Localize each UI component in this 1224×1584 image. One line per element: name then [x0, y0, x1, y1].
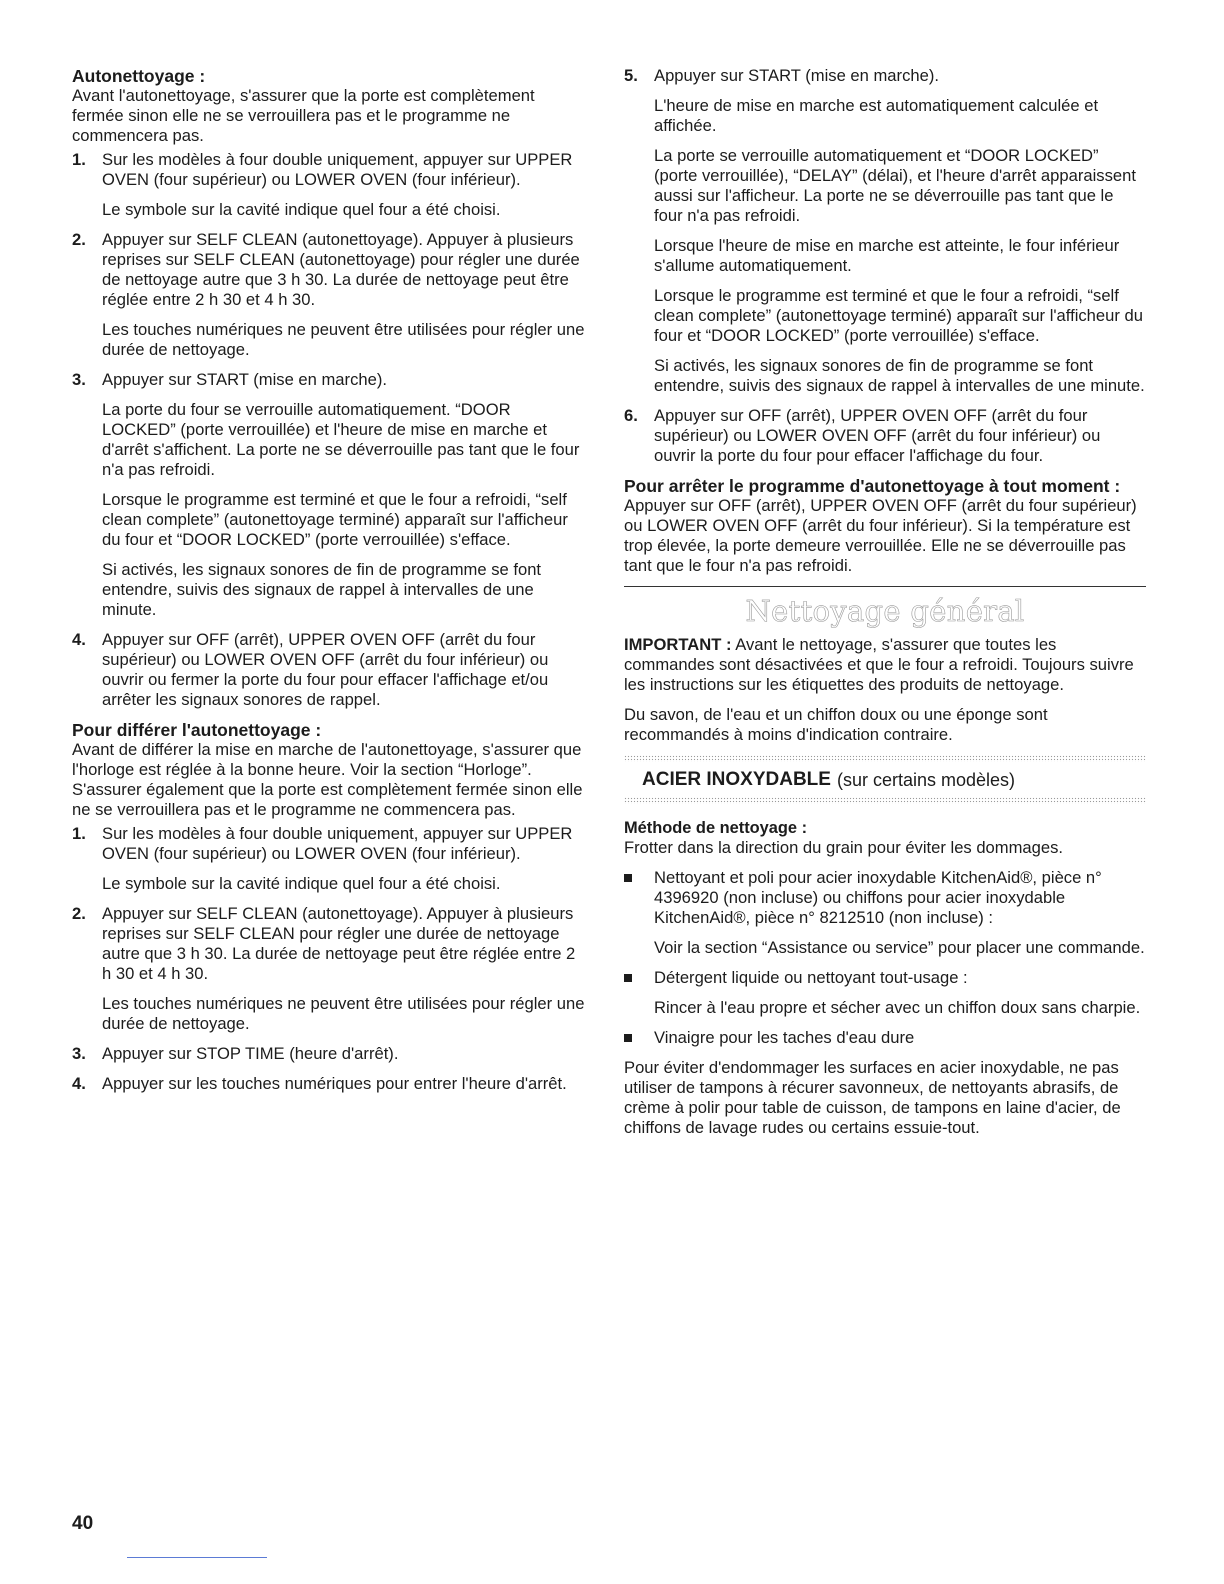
item-subtext: Lorsque l'heure de mise en marche est atteinte, le four inférieur s'allume automatiquement.	[654, 236, 1120, 275]
bullet-item	[624, 968, 1146, 1018]
item-subtext: Lorsque le programme est terminé et que le four a refroidi, “self clean complete” (autonettoyage terminé) apparaît sur l'afficheur du four et “DOOR LOCKED” (porte verrouillée) s'efface.	[102, 490, 568, 549]
step-number: 1.	[72, 150, 86, 169]
step-item	[72, 230, 588, 360]
section-divider	[624, 586, 1146, 587]
item-subtext: Si activés, les signaux sonores de fin de programme se font entendre, suivis des signaux de rappel à intervalles de une minute.	[654, 356, 1145, 395]
step-item	[72, 1074, 588, 1094]
step-item	[624, 406, 1146, 466]
item-subtext: Lorsque le programme est terminé et que le four a refroidi, “self clean complete” (autonettoyage terminé) apparaît sur l'afficheur du four et “DOOR LOCKED” (porte verrouillée) s'efface.	[654, 286, 1143, 345]
step-item	[72, 370, 588, 620]
item-text: Appuyer sur STOP TIME (heure d'arrêt).	[102, 1044, 399, 1063]
step-item	[72, 824, 588, 894]
item-subtext: Voir la section “Assistance ou service” pour placer une commande.	[654, 938, 1145, 957]
square-bullet-icon	[624, 874, 632, 882]
page-number: 40	[72, 1513, 94, 1534]
acier-bullets	[624, 868, 1146, 1048]
item-subtext: L'heure de mise en marche est automatiquement calculée et affichée.	[654, 96, 1099, 135]
item-text: Appuyer sur START (mise en marche).	[654, 66, 939, 85]
acier-title-strong: ACIER INOXYDABLE	[642, 769, 831, 790]
dotted-band-bottom	[624, 797, 1146, 804]
step-item	[72, 904, 588, 1034]
item-subtext: La porte du four se verrouille automatiquement. “DOOR LOCKED” (porte verrouillée) et l'heure de mise en marche et d'arrêt s'affichent. La porte ne se déverrouille pas tant que le four n'a pas refroidi.	[102, 400, 580, 479]
item-subtext: Le symbole sur la cavité indique quel four a été choisi.	[102, 200, 501, 219]
item-subtext: Si activés, les signaux sonores de fin de programme se font entendre, suivis des signaux de rappel à intervalles de une minute.	[102, 560, 542, 619]
bullet-item	[624, 868, 1146, 958]
item-text: Détergent liquide ou nettoyant tout-usage :	[654, 968, 968, 987]
item-subtext: Les touches numériques ne peuvent être utilisées pour régler une durée de nettoyage.	[102, 320, 585, 359]
differer-steps-continued	[624, 66, 1146, 466]
bottom-link-line	[127, 1557, 267, 1558]
acier-inoxydable-heading	[624, 768, 1146, 792]
item-text: Sur les modèles à four double uniquement, appuyer sur UPPER OVEN (four supérieur) ou LOWER OVEN (four inférieur).	[102, 824, 573, 863]
important-paragraph	[624, 635, 1146, 695]
item-subtext: Le symbole sur la cavité indique quel four a été choisi.	[102, 874, 501, 893]
step-number: 6.	[624, 406, 638, 425]
bullet-item	[624, 1028, 1146, 1048]
step-number: 2.	[72, 230, 86, 249]
step-item	[72, 150, 588, 220]
item-text: Appuyer sur START (mise en marche).	[102, 370, 387, 389]
arreter-heading: Pour arrêter le programme d'autonettoyage à tout moment :	[624, 476, 1121, 496]
item-text: Appuyer sur SELF CLEAN (autonettoyage). Appuyer à plusieurs reprises sur SELF CLEAN pour régler une durée de nettoyage autre que 3 h 30. La durée de nettoyage peut être réglée entre 2 h 30 et 4 h 30.	[102, 904, 576, 983]
differer-heading: Pour différer l'autonettoyage :	[72, 720, 322, 740]
square-bullet-icon	[624, 974, 632, 982]
acier-title-light: (sur certains modèles)	[836, 770, 1016, 790]
item-text: Appuyer sur OFF (arrêt), UPPER OVEN OFF (arrêt du four supérieur) ou LOWER OVEN OFF (arrêt du four inférieur) ou ouvrir ou fermer la porte du four pour effacer l'affichage et/ou arrêter les signaux sonores de rappel.	[102, 630, 549, 709]
autonettoyage-intro: Avant l'autonettoyage, s'assurer que la porte est complètement fermée sinon elle ne se verrouillera pas et le programme ne commencera pas.	[72, 86, 535, 145]
right-column	[624, 66, 1146, 1148]
item-subtext: Les touches numériques ne peuvent être utilisées pour régler une durée de nettoyage.	[102, 994, 585, 1033]
step-number: 3.	[72, 1044, 86, 1063]
item-text: Vinaigre pour les taches d'eau dure	[654, 1028, 915, 1047]
dotted-band-top	[624, 755, 1146, 762]
step-number: 4.	[72, 630, 86, 649]
item-text: Appuyer sur les touches numériques pour entrer l'heure d'arrêt.	[102, 1074, 567, 1093]
methode-intro: Frotter dans la direction du grain pour éviter les dommages.	[624, 838, 1064, 857]
step-number: 4.	[72, 1074, 86, 1093]
important-label: IMPORTANT :	[624, 635, 732, 654]
step-number: 3.	[72, 370, 86, 389]
square-bullet-icon	[624, 1034, 632, 1042]
step-item	[72, 630, 588, 710]
item-text: Appuyer sur SELF CLEAN (autonettoyage). Appuyer à plusieurs reprises sur SELF CLEAN (autonettoyage) pour régler une durée de nettoyage autre que 3 h 30. La durée de nettoyage peut être réglée entre 2 h 30 et 4 h 30.	[102, 230, 580, 309]
step-number: 1.	[72, 824, 86, 843]
step-item	[624, 66, 1146, 396]
nettoyage-general-title: Nettoyage général	[745, 594, 1025, 628]
item-text: Nettoyant et poli pour acier inoxydable KitchenAid®, pièce n° 4396920 (non incluse) ou chiffons pour acier inoxydable KitchenAid®, pièce n° 8212510 (non incluse) :	[654, 868, 1102, 927]
savon-paragraph: Du savon, de l'eau et un chiffon doux ou une éponge sont recommandés à moins d'indication contraire.	[624, 705, 1048, 744]
acier-closing: Pour éviter d'endommager les surfaces en acier inoxydable, ne pas utiliser de tampons à récurer savonneux, de nettoyants abrasifs, de crème à polir pour table de cuisson, de tampons en laine d'acier, de chiffons de lavage rudes ou certains essuie-tout.	[624, 1058, 1121, 1137]
methode-heading: Méthode de nettoyage :	[624, 819, 808, 837]
item-subtext: La porte se verrouille automatiquement et “DOOR LOCKED” (porte verrouillée), “DELAY” (délai), et l'heure d'arrêt apparaissent aussi sur l'afficheur. La porte ne se déverrouille pas tant que le four n'a pas refroidi.	[654, 146, 1136, 225]
autonettoyage-heading: Autonettoyage :	[72, 66, 206, 86]
important-text: Avant le nettoyage, s'assurer que toutes les commandes sont désactivées et que le four a refroidi. Toujours suivre les instructions sur les étiquettes des produits de nettoyage.	[624, 635, 1134, 694]
item-text: Appuyer sur OFF (arrêt), UPPER OVEN OFF (arrêt du four supérieur) ou LOWER OVEN OFF (arrêt du four inférieur) ou ouvrir la porte du four pour effacer l'affichage du four.	[654, 406, 1101, 465]
step-number: 2.	[72, 904, 86, 923]
item-text: Sur les modèles à four double uniquement, appuyer sur UPPER OVEN (four supérieur) ou LOWER OVEN (four inférieur).	[102, 150, 573, 189]
differer-steps	[72, 824, 588, 1094]
differer-intro: Avant de différer la mise en marche de l'autonettoyage, s'assurer que l'horloge est réglée à la bonne heure. Voir la section “Horloge”. S'assurer également que la porte est complètement fermée sinon elle ne se verrouillera pas et le programme ne commencera pas.	[72, 740, 583, 819]
left-column	[72, 66, 588, 1104]
step-item	[72, 1044, 588, 1064]
step-number: 5.	[624, 66, 638, 85]
autonettoyage-steps	[72, 150, 588, 710]
item-subtext: Rincer à l'eau propre et sécher avec un chiffon doux sans charpie.	[654, 998, 1141, 1017]
arreter-text: Appuyer sur OFF (arrêt), UPPER OVEN OFF (arrêt du four supérieur) ou LOWER OVEN OFF (arrêt du four inférieur). Si la température est trop élevée, la porte demeure verrouillée. Elle ne se déverrouille pas tant que le four n'a pas refroidi.	[624, 496, 1137, 575]
